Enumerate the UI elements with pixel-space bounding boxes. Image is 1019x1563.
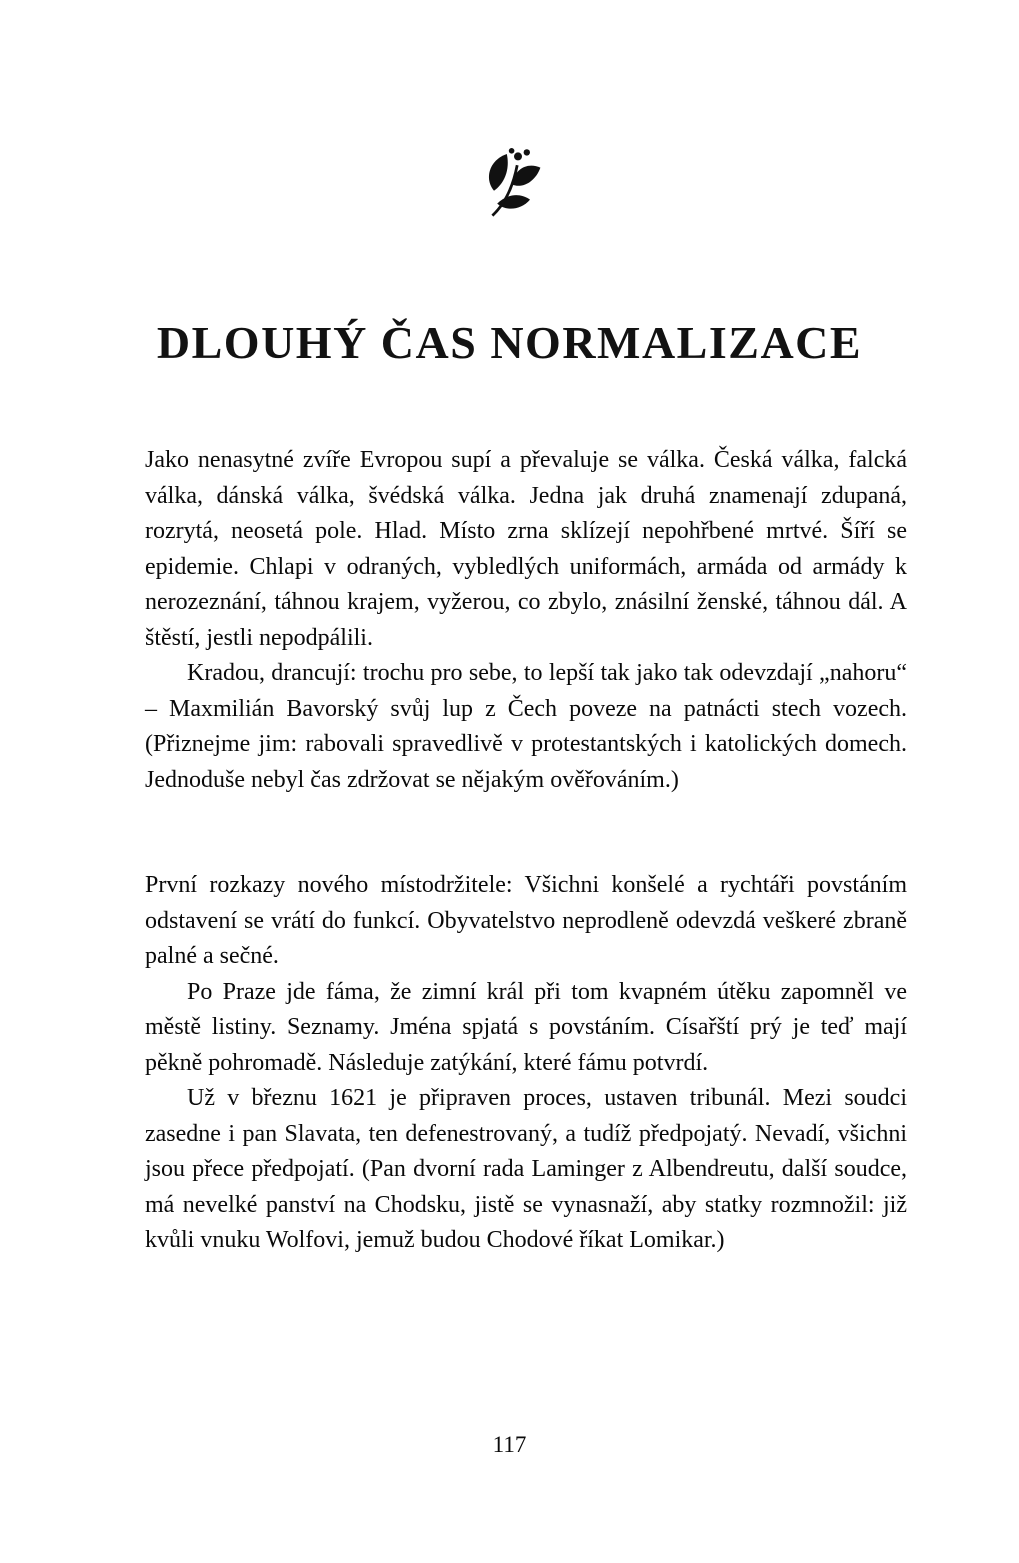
floral-sprig-icon <box>470 146 550 223</box>
paragraph-3: První rozkazy nového místodržitele: Všichni konšelé a rychtáři povstáním odstavení se vrátí do funkcí. Obyvatelstvo neprodleně odevzdá veškeré zbraně palné a sečné. <box>145 872 907 969</box>
chapter-title: DLOUHÝ ČAS NORMALIZACE <box>156 317 863 368</box>
section-break <box>145 798 907 868</box>
paragraph-2: Kradou, drancují: trochu pro sebe, to lepší tak jako tak odevzdají „nahoru“ – Maxmilián Bavorský svůj lup z Čech poveze na patnácti stech vozech. (Přiznejme jim: rabovali spravedlivě v protestantských i katolických domech. Jednoduše nebyl čas zdržovat se nějakým ověřováním.) <box>145 660 907 793</box>
ornament-container <box>0 0 1019 223</box>
page-number: 117 <box>492 1432 527 1457</box>
body-text <box>145 443 907 1259</box>
paragraph-1: Jako nenasytné zvíře Evropou supí a převaluje se válka. Česká válka, falcká válka, dánská válka, švédská válka. Jedna jak druhá znamenají zdupaná, rozrytá, neosetá pole. Hlad. Místo zrna sklízejí nepohřbené mrtvé. Šíří se epidemie. Chlapi v odraných, vybledlých uniformách, armáda od armády k nerozeznání, táhnou krajem, vyžerou, co zbylo, znásilní ženské, táhnou dál. A štěstí, jestli nepodpálili. <box>145 447 907 651</box>
paragraph-4: Po Praze jde fáma, že zimní král při tom kvapném útěku zapomněl ve městě listiny. Seznamy. Jména spjatá s povstáním. Císařští prý je teď mají pěkně pohromadě. Následuje zatýkání, které fámu potvrdí. <box>145 978 907 1076</box>
paragraph-5: Už v březnu 1621 je připraven proces, ustaven tribunál. Mezi soudci zasedne i pan Slavata, ten defenestrovaný, a tudíž předpojatý. Nevadí, všichni jsou přece předpojatí. (Pan dvorní rada Laminger z Albendreutu, další soudce, má nevelké panství na Chodsku, jistě se vynasnaží, aby statky rozmnožil: již kvůli vnuku Wolfovi, jemuž budou Chodové říkat Lomikar.) <box>145 1085 907 1253</box>
